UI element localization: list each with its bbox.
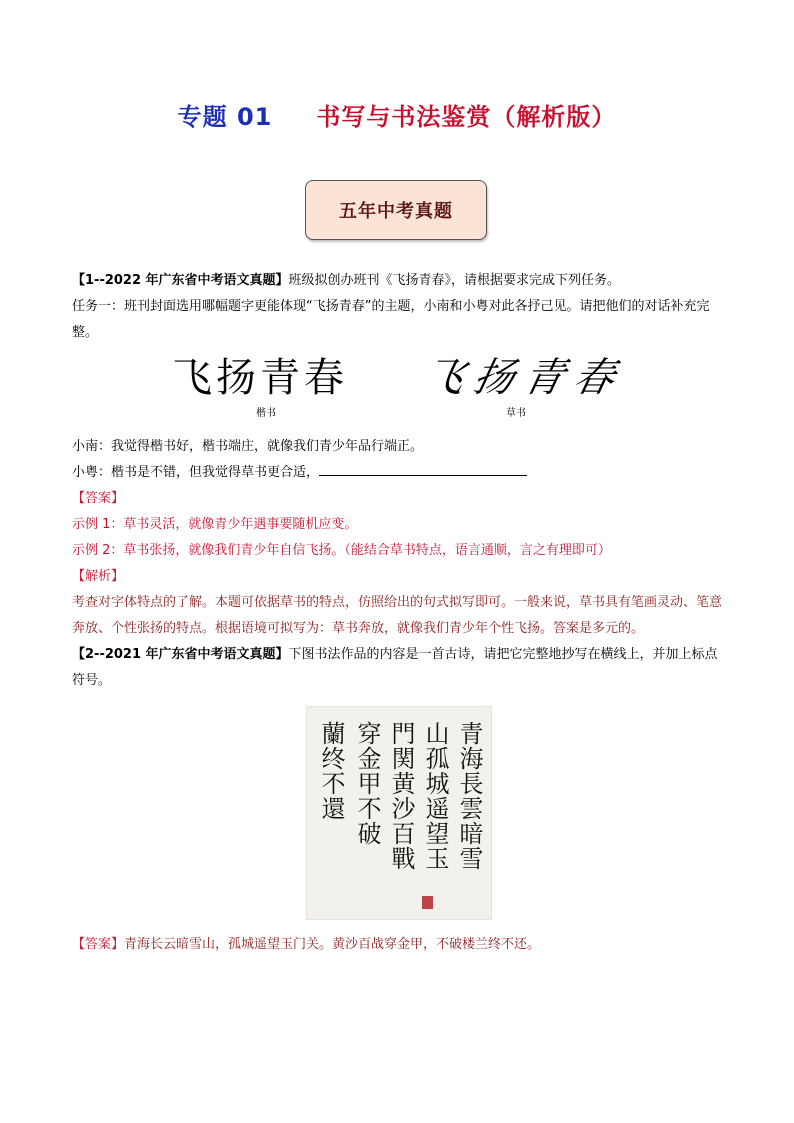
q1-example-2: 示例 2：草书张扬，就像我们青少年自信飞扬。（能结合草书特点，语言通顺，言之有理即可） xyxy=(72,543,611,558)
q1-example-1: 示例 1：草书灵活，就像青少年遇事要随机应变。 xyxy=(72,517,358,532)
q1-answer-tag: 【答案】 xyxy=(72,491,125,506)
caoshu-sample: 飞扬青春 xyxy=(419,355,629,401)
artwork-column-5: 蘭终不還 xyxy=(317,721,345,821)
calligraphy-samples xyxy=(72,350,724,434)
q1-analysis: 考查对字体特点的了解。本题可依据草书的特点，仿照给出的句式拟写即可。一般来说，草书具有笔画灵动、笔意奔放、个性张扬的特点。根据语境可拟写为：草书奔放，就像我们青少年个性飞扬。答案是多元的。 xyxy=(72,595,723,636)
q1-task: 任务一：班刊封面选用哪幅题字更能体现“飞扬青春”的主题，小南和小粤对此各抒己见。请把他们的对话补充完整。 xyxy=(72,299,710,340)
kaishu-sample: 飞扬青春 xyxy=(172,355,348,401)
page-title xyxy=(0,97,794,132)
q1-intro: 班级拟创办班刊《飞扬青春》，请根据要求完成下列任务。 xyxy=(288,273,621,288)
answer-blank xyxy=(319,461,527,476)
xiaoyue-line xyxy=(72,460,724,486)
xiaonan-line: 小南：我觉得楷书好，楷书端庄，就像我们青少年品行端正。 xyxy=(72,439,424,454)
q2-intro-paragraph xyxy=(72,642,724,694)
q2-answer-line xyxy=(72,932,724,958)
section-badge: 五年中考真题 xyxy=(305,180,487,240)
q2-answer: 青海长云暗雪山，孤城遥望玉门关。黄沙百战穿金甲，不破楼兰终不还。 xyxy=(124,937,541,952)
artwork-column-1: 青海長雲暗雪 xyxy=(455,721,483,871)
content-body xyxy=(72,268,724,958)
q1-tag: 【1--2022 年广东省中考语文真题】 xyxy=(72,273,289,288)
q2-answer-tag: 【答案】 xyxy=(72,937,125,952)
q2-tag: 【2--2021 年广东省中考语文真题】 xyxy=(72,647,289,662)
caoshu-label: 草书 xyxy=(506,408,526,419)
artwork-column-3: 門関黄沙百戰 xyxy=(387,721,415,871)
q2-intro: 下图书法作品的内容是一首古诗，请把它完整地抄写在横线上，并加上标点符号。 xyxy=(72,647,718,688)
calligraphy-artwork xyxy=(306,706,492,920)
q1-intro-paragraph xyxy=(72,268,724,294)
artwork-column-2: 山孤城遥望玉 xyxy=(421,721,449,871)
q1-analysis-tag: 【解析】 xyxy=(72,569,125,584)
title-main: 书写与书法鉴赏（解析版） xyxy=(316,103,617,131)
xiaoyue-text: 小粤：楷书是不错，但我觉得草书更合适， xyxy=(72,465,320,480)
title-number: 专题 01 xyxy=(177,103,273,131)
kaishu-label: 楷书 xyxy=(256,408,276,419)
red-seal-stamp xyxy=(422,896,433,909)
artwork-column-4: 穿金甲不破 xyxy=(353,721,381,846)
